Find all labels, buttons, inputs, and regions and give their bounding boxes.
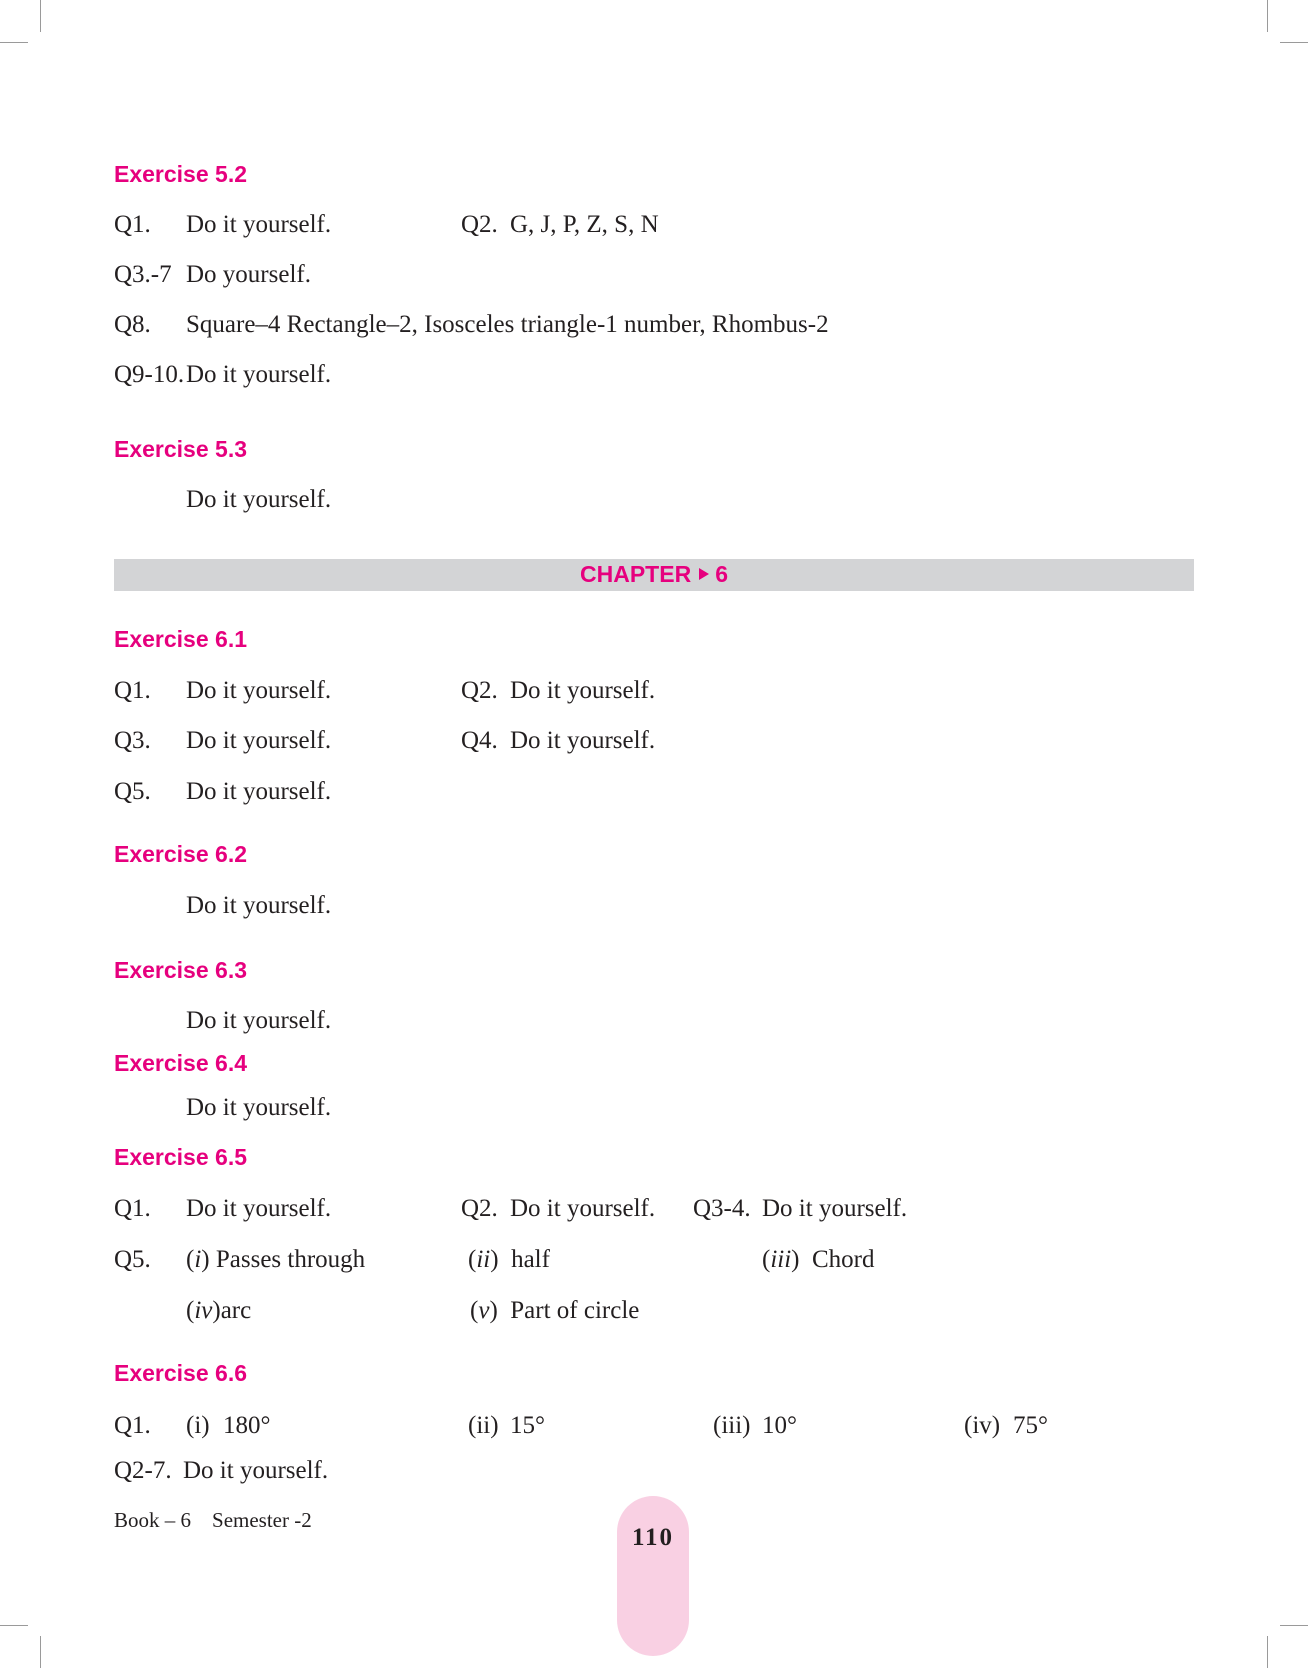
crop-mark bbox=[1267, 1636, 1268, 1668]
crop-mark bbox=[1280, 1625, 1308, 1626]
semester-label: Semester -2 bbox=[212, 1508, 312, 1532]
roman-label: ii bbox=[476, 1246, 491, 1273]
triangle-right-icon bbox=[699, 568, 709, 580]
answer-text: Do it yourself. bbox=[183, 1457, 329, 1484]
sub-label: (iii) bbox=[713, 1412, 751, 1439]
answer-text: Do it yourself. bbox=[186, 486, 332, 513]
crop-mark bbox=[1280, 42, 1308, 43]
exercise-heading: Exercise 6.3 bbox=[114, 957, 248, 983]
exercise-heading: Exercise 6.2 bbox=[114, 841, 248, 867]
crop-mark bbox=[1267, 0, 1268, 32]
crop-mark bbox=[40, 1636, 41, 1668]
answer-text: Do it yourself. bbox=[186, 1007, 332, 1034]
question-number: Q9-10. bbox=[114, 361, 185, 388]
roman-label: v bbox=[478, 1297, 490, 1324]
footer-book-info bbox=[114, 1510, 312, 1531]
question-number: Q3. bbox=[114, 727, 151, 754]
question-number: Q1. bbox=[114, 211, 151, 238]
answer-text: Do it yourself. bbox=[186, 677, 332, 704]
chapter-label: CHAPTER bbox=[580, 561, 692, 587]
crop-mark bbox=[0, 42, 28, 43]
question-number: Q2. bbox=[461, 677, 498, 704]
answer-text: Do it yourself. bbox=[186, 778, 332, 805]
question-number: Q8. bbox=[114, 311, 151, 338]
question-number: Q5. bbox=[114, 778, 151, 805]
sub-answer-text: Passes through bbox=[215, 1246, 366, 1273]
roman-label: i bbox=[194, 1246, 202, 1273]
answer-text: Do it yourself. bbox=[186, 1195, 332, 1222]
sub-label: (i) bbox=[186, 1412, 210, 1439]
sub-value: 180° bbox=[223, 1412, 271, 1439]
answer-text: Do it yourself. bbox=[186, 211, 332, 238]
sub-answer-text: arc bbox=[220, 1297, 252, 1324]
answer-text: Do it yourself. bbox=[510, 677, 656, 704]
sub-value: 10° bbox=[762, 1412, 797, 1439]
crop-mark bbox=[40, 0, 41, 32]
exercise-heading: Exercise 6.5 bbox=[114, 1144, 248, 1170]
sub-answer-text: Part of circle bbox=[510, 1297, 640, 1324]
question-number: Q3-4. bbox=[693, 1195, 751, 1222]
sub-answer: (iii) Chord bbox=[762, 1246, 875, 1273]
answer-text: Do yourself. bbox=[186, 261, 311, 288]
sub-label: (ii) bbox=[468, 1412, 499, 1439]
sub-label: (iv) bbox=[964, 1412, 1001, 1439]
roman-label: iii bbox=[770, 1246, 792, 1273]
question-number: Q2. bbox=[461, 211, 498, 238]
answer-text: Do it yourself. bbox=[186, 361, 332, 388]
exercise-heading: Exercise 6.4 bbox=[114, 1050, 248, 1076]
sub-answer-text: Chord bbox=[812, 1246, 875, 1273]
exercise-heading: Exercise 5.3 bbox=[114, 436, 248, 462]
question-number: Q2-7. bbox=[114, 1457, 172, 1484]
page-number-badge bbox=[617, 1496, 689, 1656]
question-number: Q2. bbox=[461, 1195, 498, 1222]
answer-text: Do it yourself. bbox=[510, 1195, 656, 1222]
sub-answer: (iv)arc bbox=[186, 1297, 252, 1324]
chapter-bar bbox=[114, 559, 1194, 591]
answer-text: Do it yourself. bbox=[186, 892, 332, 919]
exercise-heading: Exercise 5.2 bbox=[114, 161, 248, 187]
question-number: Q1. bbox=[114, 1412, 151, 1439]
question-number: Q4. bbox=[461, 727, 498, 754]
roman-label: iv bbox=[194, 1297, 213, 1324]
question-number: Q1. bbox=[114, 677, 151, 704]
sub-answer: (v) Part of circle bbox=[470, 1297, 640, 1324]
exercise-heading: Exercise 6.1 bbox=[114, 626, 248, 652]
sub-answer: (ii) half bbox=[468, 1246, 550, 1273]
sub-value: 15° bbox=[510, 1412, 545, 1439]
answer-text: G, J, P, Z, S, N bbox=[510, 211, 659, 238]
crop-mark bbox=[0, 1625, 28, 1626]
sub-value: 75° bbox=[1013, 1412, 1048, 1439]
question-number: Q3.-7 bbox=[114, 261, 172, 288]
answer-text: Square–4 Rectangle–2, Isosceles triangle-1 number, Rhombus-2 bbox=[186, 311, 829, 338]
question-number: Q1. bbox=[114, 1195, 151, 1222]
question-number: Q5. bbox=[114, 1246, 151, 1273]
answer-text: Do it yourself. bbox=[186, 727, 332, 754]
sub-answer: (i) Passes through bbox=[186, 1246, 366, 1273]
sub-answer-text: half bbox=[511, 1246, 550, 1273]
answer-text: Do it yourself. bbox=[762, 1195, 908, 1222]
answer-text: Do it yourself. bbox=[186, 1094, 332, 1121]
chapter-title bbox=[114, 563, 1194, 586]
exercise-heading: Exercise 6.6 bbox=[114, 1360, 248, 1386]
page-number: 110 bbox=[631, 1524, 675, 1551]
answer-text: Do it yourself. bbox=[510, 727, 656, 754]
book-label: Book – 6 bbox=[114, 1508, 192, 1532]
chapter-number: 6 bbox=[715, 561, 728, 587]
